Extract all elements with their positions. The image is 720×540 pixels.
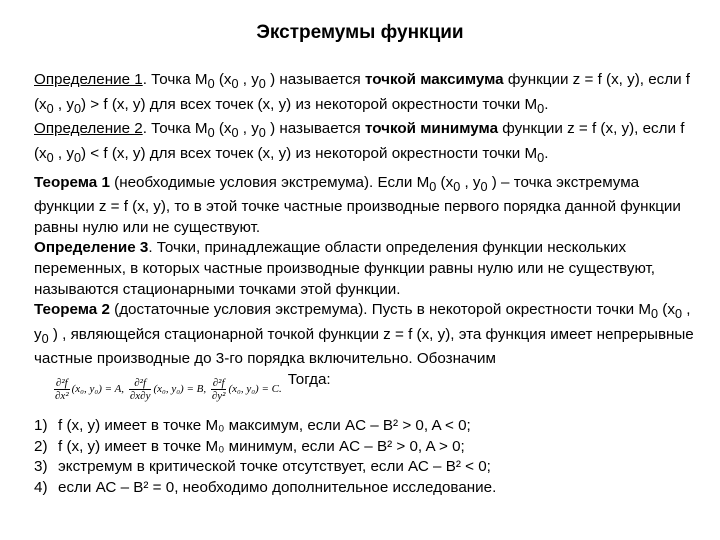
theorem-2-label: Теорема 2 <box>34 301 110 319</box>
text: Тогда: <box>287 370 331 388</box>
text: (достаточные условия экстремума). Пусть в некоторой окрестности точки М <box>109 301 652 319</box>
subscript: 0 <box>231 126 239 141</box>
text: , у <box>34 301 691 343</box>
subscript: 0 <box>73 101 82 116</box>
second-derivatives-formula <box>52 377 282 402</box>
subscript: 0 <box>207 77 215 92</box>
fraction <box>54 377 70 402</box>
theorem-1 <box>34 173 698 239</box>
text: , у <box>238 71 259 88</box>
list-item <box>34 478 698 499</box>
denominator: ∂x² <box>55 389 69 402</box>
subscript: 0 <box>258 77 266 92</box>
text: . <box>544 144 549 162</box>
definition-1-label: Определение 1 <box>34 71 143 88</box>
text: (х <box>436 173 454 191</box>
text: ) , являющейся стационарной точкой функции z = f (x, y), эта функция имеет непрерывные частные производные до 3-го порядка включительно. Обозначим <box>34 325 694 368</box>
text: . Точка М <box>142 71 208 88</box>
definition-2 <box>34 119 698 168</box>
term-minimum: точкой минимума <box>365 120 499 138</box>
conditions-list <box>34 416 698 498</box>
text: (х <box>214 120 232 138</box>
subscript: 0 <box>537 150 545 165</box>
definition-1 <box>34 70 698 119</box>
page-title: Экстремумы функции <box>256 22 464 43</box>
numerator: ∂²f <box>212 376 225 389</box>
text: , y <box>53 95 74 113</box>
subscript: 0 <box>231 77 239 92</box>
text: . Точка М <box>142 120 208 138</box>
text: (необходимые условия экстремума). Если М <box>109 173 430 191</box>
definition-3-label: Определение 3 <box>34 239 149 257</box>
text: ) > f (x, y) для всех точек (х, у) из некоторой окрестности точки М <box>81 95 538 113</box>
text: , y <box>53 144 74 162</box>
subscript: 0 <box>429 179 437 194</box>
fraction <box>129 377 152 402</box>
text: функции z = f (x, y), если f (x <box>34 71 691 113</box>
formula-term: (x₀, y₀) = C. <box>228 382 282 395</box>
numerator: ∂²f <box>129 377 152 390</box>
list-number: 3) <box>34 458 48 476</box>
list-number: 1) <box>34 416 48 434</box>
definition-3 <box>34 238 698 300</box>
subscript: 0 <box>46 150 54 165</box>
list-text: экстремум в критической точке отсутствует, если АС – В² < 0; <box>58 458 491 476</box>
formula-term: (x₀, y₀) = B, <box>153 382 207 395</box>
list-item <box>34 457 698 478</box>
subscript: 0 <box>41 331 49 346</box>
content <box>34 70 698 498</box>
subscript: 0 <box>537 101 545 116</box>
theorem-1-label: Теорема 1 <box>34 173 110 191</box>
subscript: 0 <box>258 126 266 141</box>
theorem-2 <box>34 300 698 402</box>
text: ) – точка экстремума функции z = f (x, y), то в этой точке частные производные первого порядка данной функции равны нулю или не существуют. <box>34 173 681 236</box>
subscript: 0 <box>46 101 54 116</box>
formula-term: (x₀, y₀) = A, <box>71 382 125 395</box>
text: функции z = f (x, y), если f (x <box>34 120 685 162</box>
numerator: ∂²f <box>55 376 68 389</box>
text: , у <box>238 120 259 138</box>
text: . <box>544 95 549 113</box>
subscript: 0 <box>480 179 488 194</box>
text: ) называется <box>265 71 365 88</box>
list-number: 4) <box>34 478 48 496</box>
denominator: ∂x∂y <box>129 389 151 402</box>
list-item <box>34 416 698 437</box>
list-text: если АС – В² = 0, необходимо дополнительное исследование. <box>58 478 497 496</box>
term-maximum: точкой максимума <box>365 71 504 88</box>
denominator: ∂y² <box>211 389 226 402</box>
list-text: f (x, y) имеет в точке М₀ максимум, если AC – B² > 0, A < 0; <box>58 416 471 434</box>
definition-2-label: Определение 2 <box>34 120 143 138</box>
text: , у <box>460 173 481 191</box>
text: (х <box>214 71 232 88</box>
text: ) называется <box>265 120 365 138</box>
subscript: 0 <box>651 307 659 322</box>
subscript: 0 <box>453 179 461 194</box>
list-text: f (x, y) имеет в точке М₀ минимум, если AC – B² > 0, A > 0; <box>58 437 465 455</box>
fraction <box>211 377 227 402</box>
list-item <box>34 437 698 458</box>
text: (х <box>658 301 675 319</box>
subscript: 0 <box>207 126 215 141</box>
text: ) < f (x, y) для всех точек (х, у) из некоторой окрестности точки М <box>81 144 538 162</box>
subscript: 0 <box>73 150 82 165</box>
text: . Точки, принадлежащие области определения функции нескольких переменных, в которых частные производные функции равны нулю или не существуют, называются стационарными точками этой функции. <box>34 239 656 298</box>
list-number: 2) <box>34 437 48 455</box>
subscript: 0 <box>674 307 682 322</box>
